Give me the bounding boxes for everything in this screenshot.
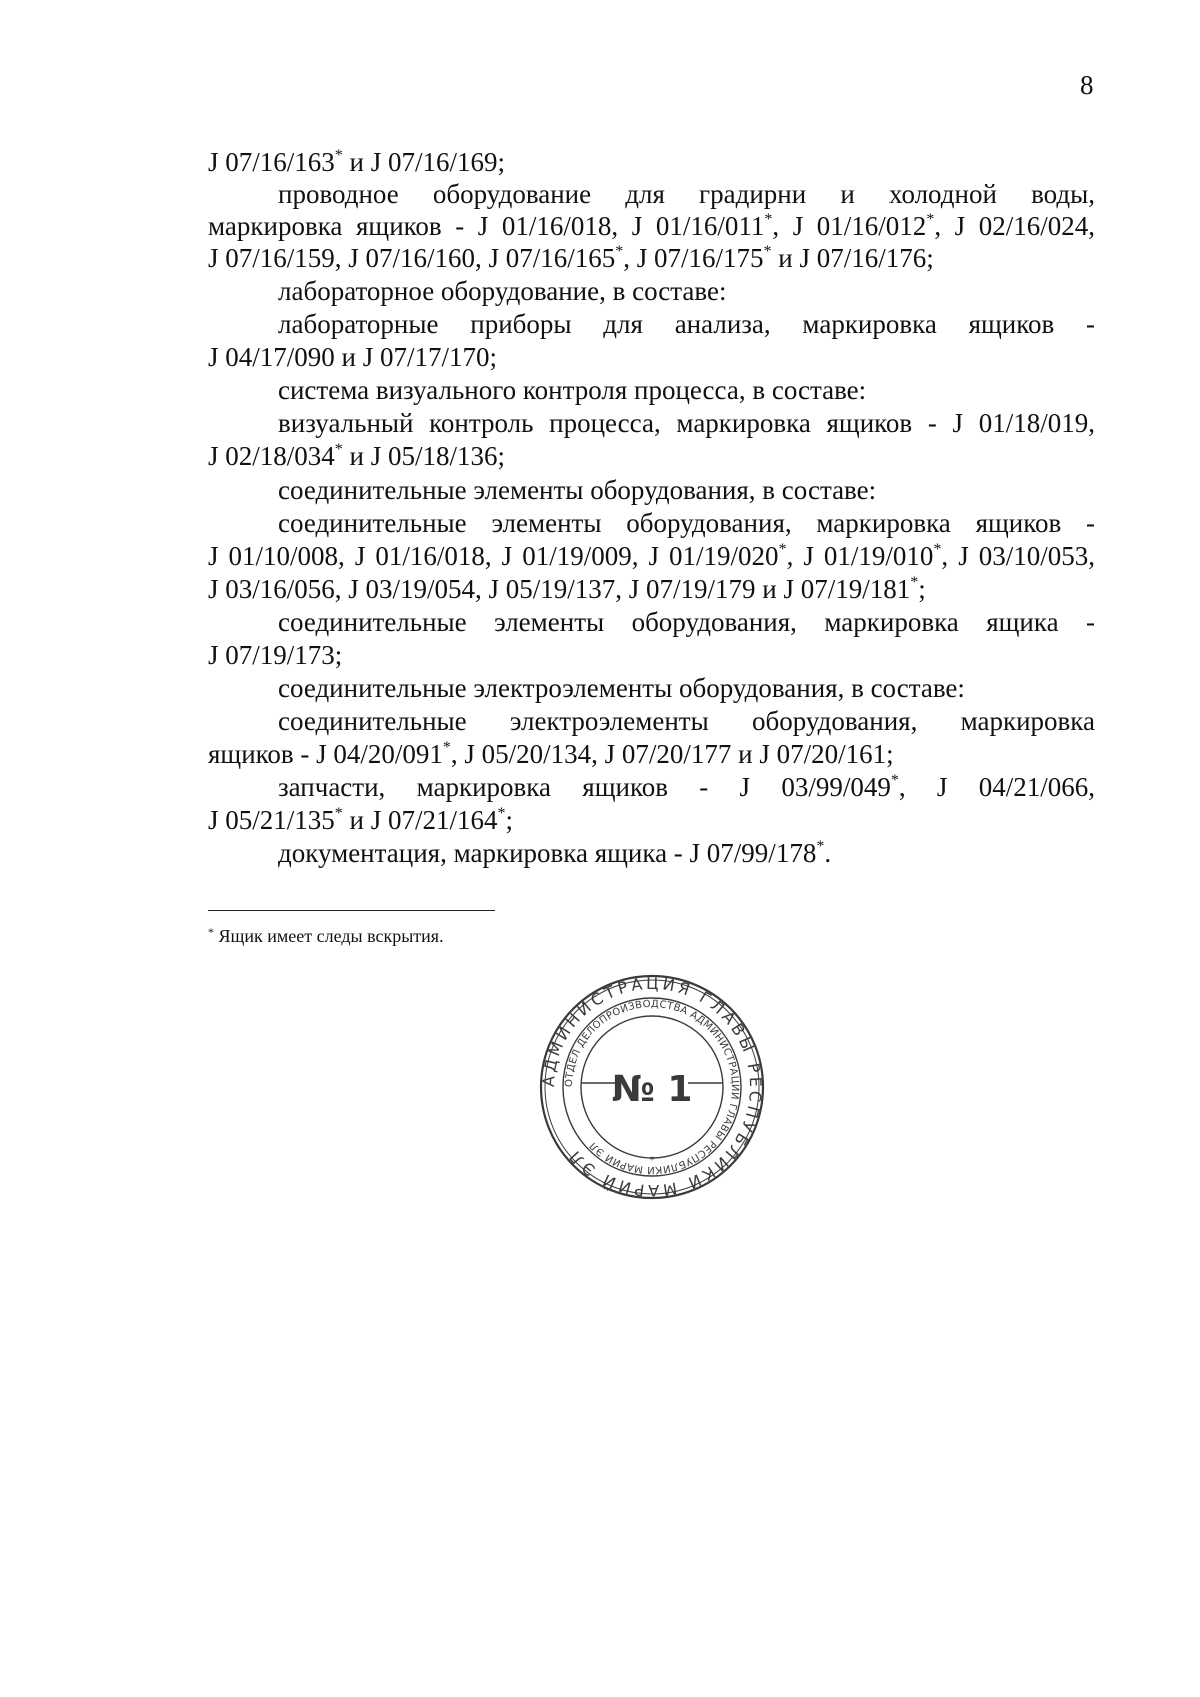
official-stamp — [538, 973, 766, 1201]
body-line: система визуального контроля процесса, в составе: — [278, 375, 867, 405]
stamp-outer-text: АДМИНИСТРАЦИЯ ГЛАВЫ РЕСПУБЛИКИ МАРИЙ ЭЛ — [538, 973, 766, 1201]
body-line: соединительные элементы оборудования, маркировка ящиков - — [278, 508, 1095, 538]
footnote-text: Ящик имеет следы вскрытия. — [218, 926, 444, 946]
stamp-bottom-star: * — [649, 1155, 655, 1166]
body-line: ящиков - J 04/20/091*, J 05/20/134, J 07/20/177 и J 07/20/161; — [208, 739, 894, 769]
body-line: лабораторное оборудование, в составе: — [278, 276, 727, 306]
body-line: J 04/17/090 и J 07/17/170; — [208, 342, 497, 372]
body-line: соединительные электроэлементы оборудования, маркировка — [278, 706, 1095, 736]
stamp-center-number: № 1 — [611, 1069, 693, 1110]
body-line: J 02/18/034* и J 05/18/136; — [208, 441, 505, 471]
body-line: визуальный контроль процесса, маркировка ящиков - J 01/18/019, — [278, 408, 1095, 438]
body-line: J 07/16/163* и J 07/16/169; — [208, 147, 505, 177]
body-line: соединительные электроэлементы оборудования, в составе: — [278, 673, 965, 703]
body-line: J 07/16/159, J 07/16/160, J 07/16/165*, J 07/16/175* и J 07/16/176; — [208, 243, 934, 273]
body-line: документация, маркировка ящика - J 07/99/178*. — [278, 838, 832, 868]
body-line: проводное оборудование для градирни и холодной воды, — [278, 179, 1095, 209]
body-line: соединительные элементы оборудования, маркировка ящика - — [278, 607, 1095, 637]
body-line: J 05/21/135* и J 07/21/164*; — [208, 805, 513, 835]
body-line: J 07/19/173; — [208, 640, 343, 670]
body-line: лабораторные приборы для анализа, маркировка ящиков - — [278, 309, 1095, 339]
body-line: J 01/10/008, J 01/16/018, J 01/19/009, J 01/19/020*, J 01/19/010*, J 03/10/053, — [208, 541, 1095, 571]
page-number: 8 — [1080, 70, 1094, 100]
body-line: J 03/16/056, J 03/19/054, J 05/19/137, J 07/19/179 и J 07/19/181*; — [208, 574, 926, 604]
body-line: запчасти, маркировка ящиков - J 03/99/049*, J 04/21/066, — [278, 772, 1095, 802]
body-line: соединительные элементы оборудования, в составе: — [278, 475, 877, 505]
footnote-mark: * — [208, 925, 214, 939]
stamp-inner-text: ОТДЕЛ ДЕЛОПРОИЗВОДСТВА АДМИНИСТРАЦИИ ГЛАВЫ РЕСПУБЛИКИ МАРИЙ ЭЛ — [563, 998, 741, 1176]
footnote-separator — [208, 910, 495, 911]
body-line: маркировка ящиков - J 01/16/018, J 01/16/011*, J 01/16/012*, J 02/16/024, — [208, 211, 1096, 241]
footnote — [208, 920, 444, 948]
